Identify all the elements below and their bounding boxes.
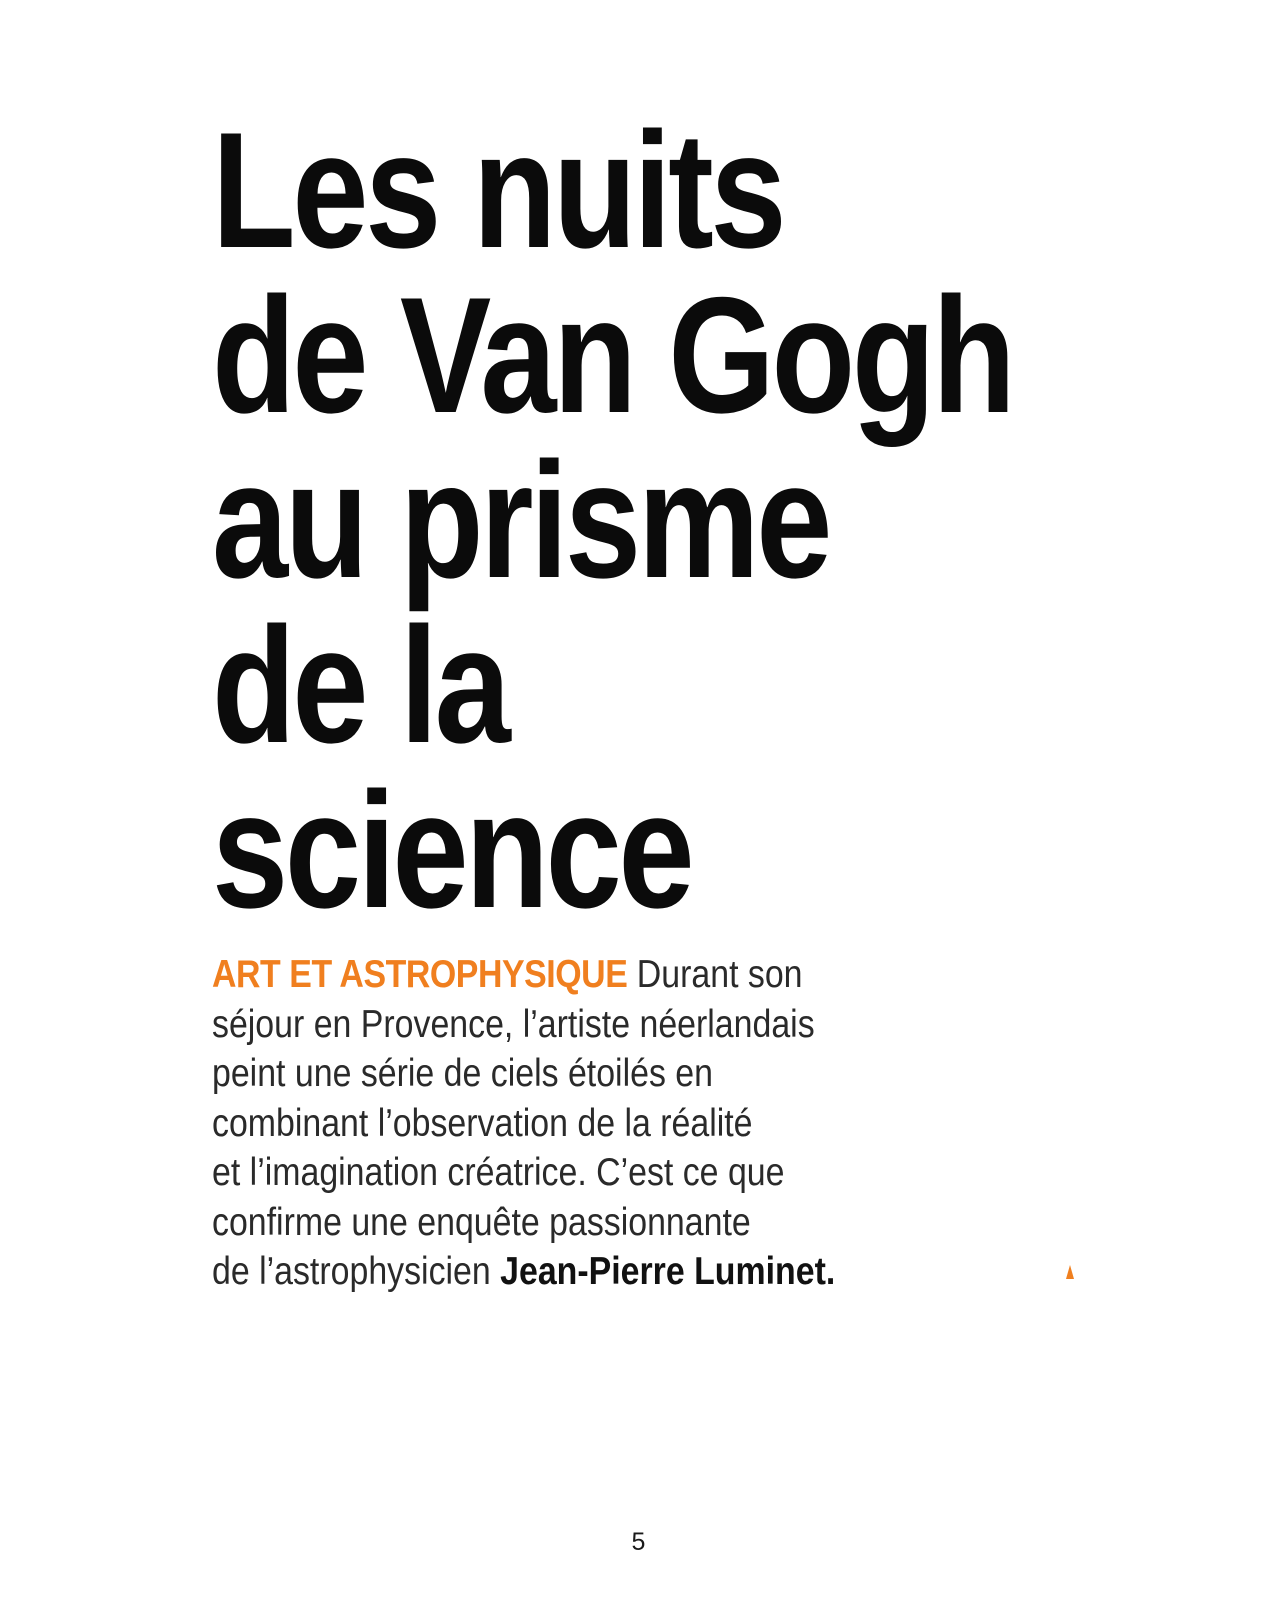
lede-text: Durant son (627, 953, 803, 996)
lede-line: peint une série de ciels étoilés en (212, 1052, 713, 1095)
lede-line: combinant l’observation de la réalité (212, 1101, 753, 1145)
lede-line: et l’imagination créatrice. C’est ce que (212, 1151, 785, 1194)
section-kicker: ART ET ASTROPHYSIQUE (212, 953, 628, 996)
end-mark-icon (1066, 1265, 1074, 1279)
article-headline (212, 98, 1013, 942)
headline-line: de Van Gogh (212, 263, 1013, 447)
lede-line: confirme une enquête passionnante (212, 1200, 751, 1244)
headline-line: de la (212, 593, 508, 777)
lede-line (212, 950, 881, 1000)
headline-line: Les nuits (212, 98, 784, 282)
author-name: Jean-Pierre Luminet. (500, 1250, 836, 1293)
headline-line: au prisme (212, 428, 830, 612)
article-lede (212, 950, 881, 1297)
headline-line: science (212, 758, 692, 942)
lede-text: de l’astrophysicien (212, 1250, 501, 1293)
lede-line (212, 1247, 881, 1297)
lede-line: séjour en Provence, l’artiste néerlandais (212, 1002, 815, 1046)
page-number: 5 (631, 1528, 646, 1556)
